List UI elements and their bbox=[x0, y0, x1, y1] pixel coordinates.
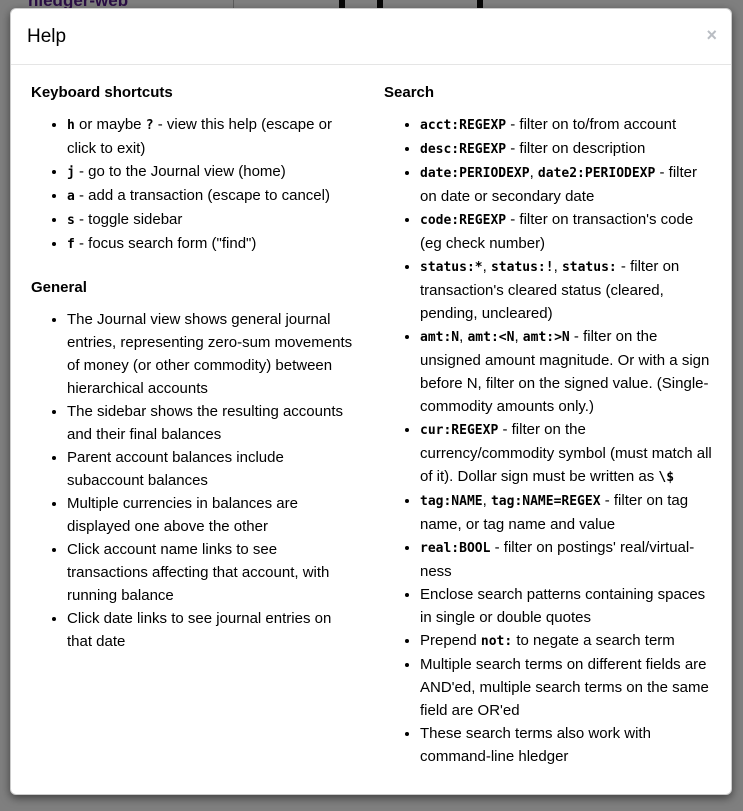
code-term: a bbox=[67, 188, 75, 204]
help-list bbox=[31, 308, 360, 653]
help-list-item: • a - add a transaction (escape to cancel) bbox=[67, 184, 360, 208]
help-list-item: • j - go to the Journal view (home) bbox=[67, 160, 360, 184]
code-term: h bbox=[67, 117, 75, 133]
help-list-item: • The Journal view shows general journal entries, representing zero-sum movements of money (or other commodity) between hierarchical accounts bbox=[67, 308, 360, 400]
code-term: acct:REGEXP bbox=[420, 117, 507, 133]
help-list-item: • Click date links to see journal entries on that date bbox=[67, 607, 360, 653]
help-list-item: • Click account name links to see transactions affecting that account, with running balance bbox=[67, 538, 360, 607]
help-list-item: • date:PERIODEXP, date2:PERIODEXP - filter on date or secondary date bbox=[420, 161, 713, 208]
section-heading: Keyboard shortcuts bbox=[31, 83, 173, 101]
code-term: f bbox=[67, 236, 75, 252]
help-list-item: • code:REGEXP - filter on transaction's code (eg check number) bbox=[420, 208, 713, 255]
section-general bbox=[31, 279, 360, 653]
code-term: code:REGEXP bbox=[420, 212, 507, 228]
section-heading: General bbox=[31, 278, 87, 296]
help-list-item: • amt:N, amt:<N, amt:>N - filter on the unsigned amount magnitude. Or with a sign before N, filter on the signed value. (Single-commodity amounts only.) bbox=[420, 325, 713, 418]
code-term: ? bbox=[145, 117, 154, 133]
help-list-item: • status:*, status:!, status: - filter on transaction's cleared status (cleared, pending, uncleared) bbox=[420, 255, 713, 325]
code-term: status:! bbox=[490, 259, 554, 275]
help-list-item: • f - focus search form ("find") bbox=[67, 232, 360, 256]
help-list-item: • h or maybe ? - view this help (escape or click to exit) bbox=[67, 113, 360, 160]
section-heading: Search bbox=[384, 83, 435, 101]
code-term: j bbox=[67, 164, 75, 180]
help-list-item: • These search terms also work with command-line hledger bbox=[420, 722, 713, 768]
code-term: date:PERIODEXP bbox=[420, 165, 530, 181]
help-list-item: • tag:NAME, tag:NAME=REGEX - filter on tag name, or tag name and value bbox=[420, 489, 713, 536]
help-list-item: • Multiple currencies in balances are displayed one above the other bbox=[67, 492, 360, 538]
help-list-item: • The sidebar shows the resulting accounts and their final balances bbox=[67, 400, 360, 446]
code-term: status:* bbox=[420, 259, 483, 275]
help-list-item: • Prepend not: to negate a search term bbox=[420, 629, 713, 653]
code-term: desc:REGEXP bbox=[420, 141, 507, 157]
help-list-item: • s - toggle sidebar bbox=[67, 208, 360, 232]
close-icon[interactable]: × bbox=[706, 25, 717, 45]
code-term: cur:REGEXP bbox=[420, 422, 499, 438]
modal-body bbox=[11, 65, 731, 783]
code-term: \$ bbox=[658, 469, 675, 485]
help-list-item: • Parent account balances include subaccount balances bbox=[67, 446, 360, 492]
help-list-item: • Multiple search terms on different fields are AND'ed, multiple search terms on the same field are OR'ed bbox=[420, 653, 713, 722]
code-term: not: bbox=[480, 633, 513, 649]
help-list-item: • Enclose search patterns containing spaces in single or double quotes bbox=[420, 583, 713, 629]
modal-header bbox=[11, 9, 731, 65]
left-column bbox=[19, 84, 370, 653]
code-term: date2:PERIODEXP bbox=[537, 165, 656, 181]
help-list-item: • real:BOOL - filter on postings' real/virtual-ness bbox=[420, 536, 713, 583]
code-term: s bbox=[67, 212, 75, 228]
section-keyboard-shortcuts bbox=[31, 84, 360, 256]
help-modal bbox=[10, 8, 732, 795]
code-term: amt:<N bbox=[467, 329, 515, 345]
modal-title: Help bbox=[27, 26, 67, 47]
help-list-item: • acct:REGEXP - filter on to/from account bbox=[420, 113, 713, 137]
section-search bbox=[384, 84, 713, 768]
code-term: amt:>N bbox=[522, 329, 570, 345]
code-term: real:BOOL bbox=[420, 540, 491, 556]
code-term: tag:NAME bbox=[420, 493, 483, 509]
help-list bbox=[384, 113, 713, 768]
code-term: status: bbox=[561, 259, 617, 275]
help-list bbox=[31, 113, 360, 256]
help-list-item: • cur:REGEXP - filter on the currency/commodity symbol (must match all of it). Dollar sign must be written as \$ bbox=[420, 418, 713, 489]
right-column bbox=[370, 84, 723, 768]
code-term: amt:N bbox=[420, 329, 460, 345]
help-list-item: • desc:REGEXP - filter on description bbox=[420, 137, 713, 161]
code-term: tag:NAME=REGEX bbox=[490, 493, 601, 509]
